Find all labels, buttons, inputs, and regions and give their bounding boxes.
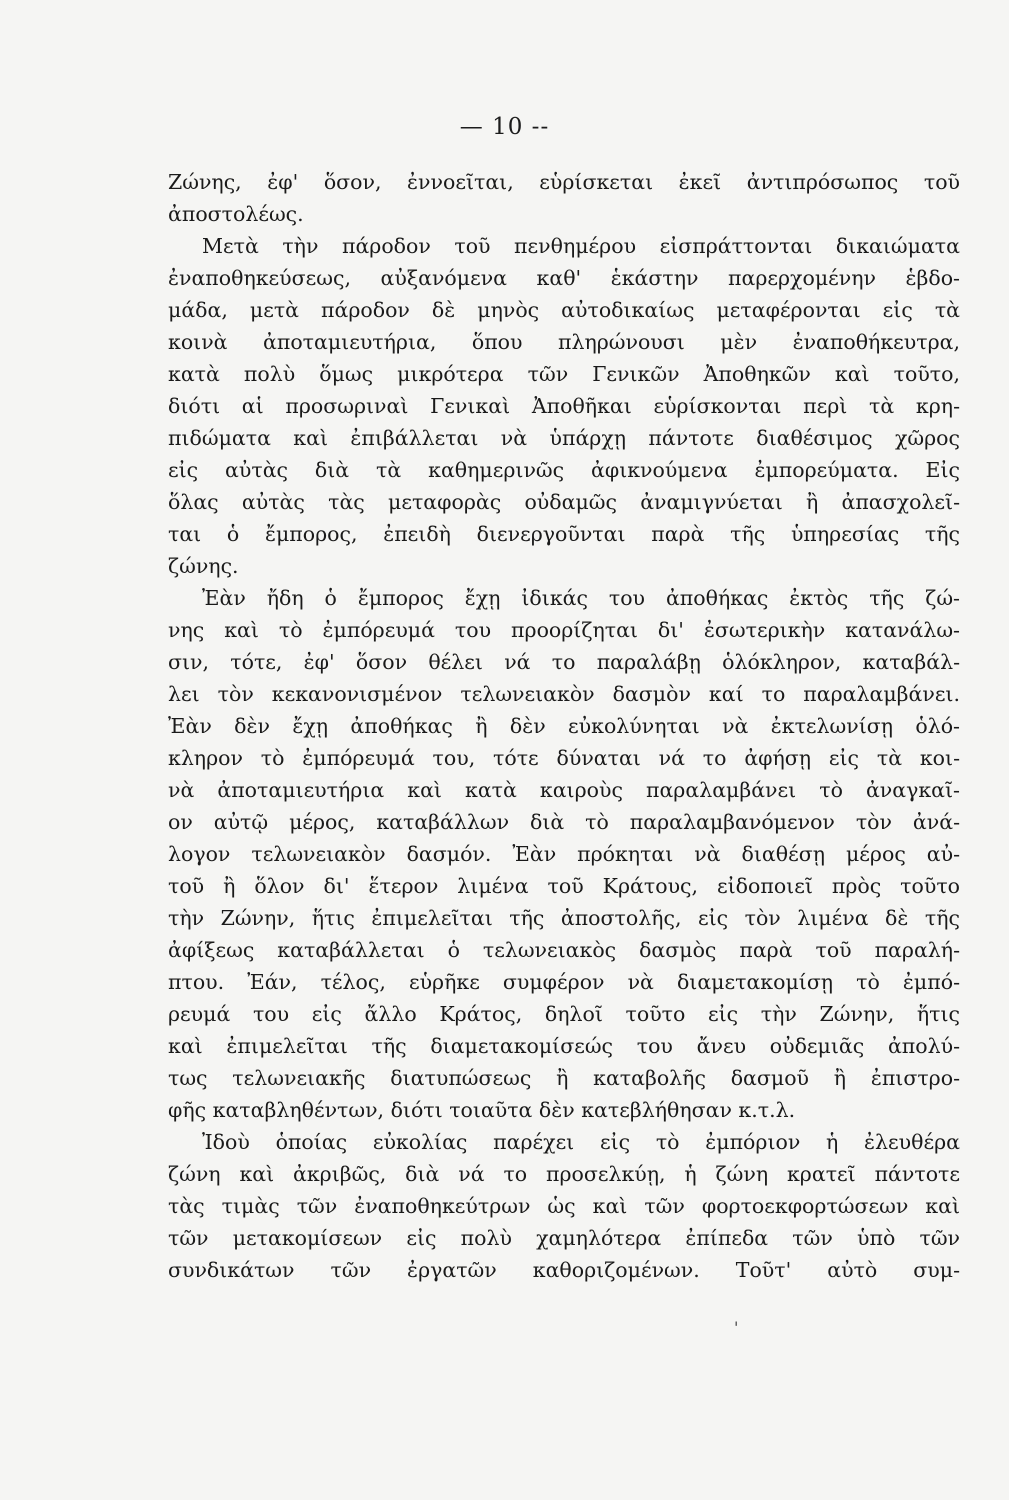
text-line: πτου. Ἐάν, τέλος, εὑρῆκε συμφέρον νὰ διαμετακομίσῃ τὸ ἐμπό- — [168, 970, 960, 994]
text-line: καὶ ἐπιμελεῖται τῆς διαμετακομίσεώς του ἄνευ οὐδεμιᾶς ἀπολύ- — [168, 1034, 960, 1058]
text-line: ζώνης. — [168, 554, 239, 578]
text-line: ρευμά του εἰς ἄλλο Κράτος, δηλοῖ τοῦτο εἰς τὴν Ζώνην, ἥτις — [168, 1002, 960, 1026]
text-line: νης καὶ τὸ ἐμπόρευμά του προορίζηται δι' ἐσωτερικὴν κατανάλω- — [168, 618, 960, 642]
text-line: ἐναποθηκεύσεως, αὐξανόμενα καθ' ἑκάστην παρερχομένην ἑβδο- — [168, 266, 960, 290]
text-line: μάδα, μετὰ πάροδον δὲ μηνὸς αὐτοδικαίως μεταφέρονται εἰς τὰ — [168, 298, 960, 322]
text-line: κληρον τὸ ἐμπόρευμά του, τότε δύναται νά το ἀφήσῃ εἰς τὰ κοι- — [168, 746, 960, 770]
text-line: ἀποστολέως. — [168, 202, 304, 226]
text-line: Ἰδοὺ ὁποίας εὐκολίας παρέχει εἰς τὸ ἐμπόριον ἡ ἐλευθέρα — [202, 1130, 960, 1154]
text-line: Μετὰ τὴν πάροδον τοῦ πενθημέρου εἰσπράττονται δικαιώματα — [202, 234, 960, 258]
text-line: ον αὐτῷ μέρος, καταβάλλων διὰ τὸ παραλαμβανόμενον τὸν ἀνά- — [168, 810, 960, 834]
text-line: τως τελωνειακῆς διατυπώσεως ἢ καταβολῆς δασμοῦ ἢ ἐπιστρο- — [168, 1066, 960, 1090]
text-line: κοινὰ ἀποταμιευτήρια, ὅπου πληρώνουσι μὲν ἐναποθήκευτρα, — [168, 330, 960, 354]
page-number: — 10 -- — [459, 114, 550, 140]
text-line: τὴν Ζώνην, ἥτις ἐπιμελεῖται τῆς ἀποστολῆς, εἰς τὸν λιμένα δὲ τῆς — [168, 906, 960, 930]
text-line: ὅλας αὐτὰς τὰς μεταφορὰς οὐδαμῶς ἀναμιγνύεται ἢ ἀπασχολεῖ- — [168, 490, 960, 514]
body-text — [168, 166, 960, 1286]
text-line: λογον τελωνειακὸν δασμόν. Ἐὰν πρόκηται νὰ διαθέσῃ μέρος αὐ- — [168, 842, 960, 866]
text-line: ται ὁ ἔμπορος, ἐπειδὴ διενεργοῦνται παρὰ τῆς ὑπηρεσίας τῆς — [168, 522, 960, 546]
text-line: τὰς τιμὰς τῶν ἐναποθηκεύτρων ὡς καὶ τῶν φορτοεκφορτώσεων καὶ — [168, 1194, 960, 1218]
ink-mark: ' — [734, 1318, 739, 1337]
text-line: κατὰ πολὺ ὅμως μικρότερα τῶν Γενικῶν Ἀποθηκῶν καὶ τοῦτο, — [168, 362, 960, 386]
text-line: ἀφίξεως καταβάλλεται ὁ τελωνειακὸς δασμὸς παρὰ τοῦ παραλή- — [168, 938, 960, 962]
text-line: τοῦ ἢ ὅλον δι' ἕτερον λιμένα τοῦ Κράτους, εἰδοποιεῖ πρὸς τοῦτο — [168, 874, 960, 898]
text-line: Ἐὰν δὲν ἔχῃ ἀποθήκας ἢ δὲν εὐκολύνηται νὰ ἐκτελωνίσῃ ὁλό- — [168, 714, 960, 738]
text-line: λει τὸν κεκανονισμένον τελωνειακὸν δασμὸν καί το παραλαμβάνει. — [168, 682, 960, 706]
text-line: φῆς καταβληθέντων, διότι τοιαῦτα δὲν κατεβλήθησαν κ.τ.λ. — [168, 1098, 796, 1122]
text-line: νὰ ἀποταμιευτήρια καὶ κατὰ καιροὺς παραλαμβάνει τὸ ἀναγκαῖ- — [168, 778, 960, 802]
text-line: συνδικάτων τῶν ἐργατῶν καθοριζομένων. Τοῦτ' αὐτὸ συμ- — [168, 1258, 960, 1282]
text-line: διότι αἱ προσωριναὶ Γενικαὶ Ἀποθῆκαι εὑρίσκονται περὶ τὰ κρη- — [168, 394, 960, 418]
text-line: τῶν μετακομίσεων εἰς πολὺ χαμηλότερα ἐπίπεδα τῶν ὑπὸ τῶν — [168, 1226, 960, 1250]
text-line: σιν, τότε, ἐφ' ὅσον θέλει νά το παραλάβῃ ὁλόκληρον, καταβάλ- — [168, 650, 960, 674]
text-line: εἰς αὐτὰς διὰ τὰ καθημερινῶς ἀφικνούμενα ἐμπορεύματα. Εἰς — [168, 458, 960, 482]
text-line: Ἐὰν ἤδη ὁ ἔμπορος ἔχῃ ἰδικάς του ἀποθήκας ἐκτὸς τῆς ζώ- — [202, 586, 960, 610]
text-line: ζώνη καὶ ἀκριβῶς, διὰ νά το προσελκύῃ, ἡ ζώνη κρατεῖ πάντοτε — [168, 1162, 960, 1186]
text-line: Ζώνης, ἐφ' ὅσον, ἐννοεῖται, εὑρίσκεται ἐκεῖ ἀντιπρόσωπος τοῦ — [168, 170, 960, 194]
text-line: πιδώματα καὶ ἐπιβάλλεται νὰ ὑπάρχῃ πάντοτε διαθέσιμος χῶρος — [168, 426, 960, 450]
